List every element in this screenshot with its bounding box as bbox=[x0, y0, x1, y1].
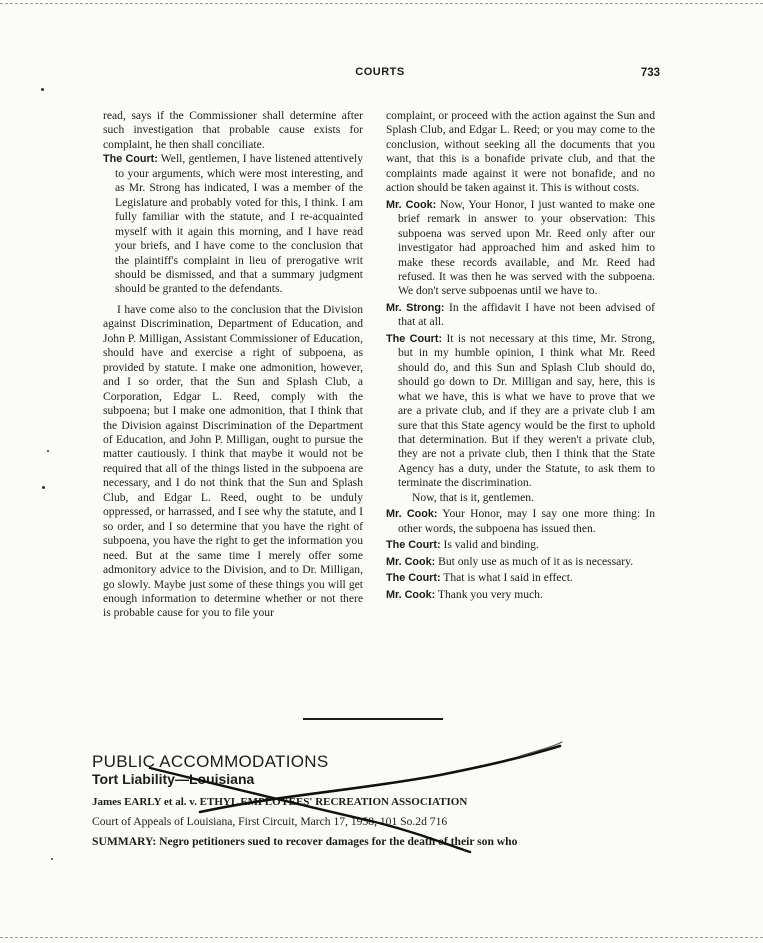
speaker-label: The Court: bbox=[386, 332, 443, 345]
paragraph-text: Now, that is it, gentlemen. bbox=[412, 490, 534, 504]
summary-label: SUMMARY: bbox=[92, 835, 157, 848]
scan-speck bbox=[41, 88, 44, 91]
section-divider bbox=[303, 718, 443, 720]
summary-text: Negro petitioners sued to recover damages for the death of their son who bbox=[159, 835, 518, 848]
case-citation: Court of Appeals of Louisiana, First Circuit, March 17, 1958, 101 So.2d 716 bbox=[92, 815, 448, 828]
speaker-label: Mr. Cook: bbox=[386, 555, 436, 568]
speaker-label: Mr. Cook: bbox=[386, 588, 436, 601]
right-column bbox=[386, 109, 655, 602]
paragraph bbox=[103, 109, 363, 152]
speaker-label: The Court: bbox=[103, 153, 158, 166]
speaker-paragraph bbox=[386, 507, 655, 536]
paragraph-text: Well, gentlemen, I have listened attentively to your arguments, which were most interesting, and as Mr. Strong has indicated, I was a member of the Legislature and probably voted for this, I think. I am fully familiar with the statute, and I re-acquainted myself with it again this morning, and I have read your briefs, and I have come to the conclusion that the plaintiff's complaint in lieu of prerogative writ should be dismissed, and that a summary judgment should be granted to the defendants. bbox=[115, 152, 364, 296]
case-summary bbox=[92, 835, 692, 849]
scan-speck bbox=[47, 450, 49, 452]
speaker-paragraph bbox=[103, 152, 363, 297]
case-subtopic: Tort Liability—Louisiana bbox=[92, 771, 255, 787]
paragraph-text: read, says if the Commissioner shall determine after such investigation that probable cause exists for complaint, he then shall conciliate. bbox=[103, 109, 363, 151]
caption-plaintiffs: James EARLY et al. bbox=[92, 796, 187, 808]
paragraph-text: Thank you very much. bbox=[437, 587, 543, 601]
caption-versus: v. bbox=[189, 796, 197, 808]
bottom-scan-edge bbox=[0, 937, 763, 938]
top-scan-edge bbox=[0, 3, 763, 4]
paragraph-text: Is valid and binding. bbox=[443, 538, 539, 552]
paragraph-text: But only use as much of it as is necessary. bbox=[438, 554, 634, 568]
speaker-label: Mr. Strong: bbox=[386, 301, 445, 314]
page-number: 733 bbox=[640, 67, 660, 79]
speaker-paragraph bbox=[386, 571, 655, 585]
scan-speck bbox=[51, 858, 53, 860]
paragraph-text: It is not necessary at this time, Mr. Strong, but in my humble opinion, I think what Mr. Reed should do, and this Sun and Splash Club should do, should go down to Dr. Milligan and say, here, this is what we have, this is what we have to prove that we are a private club, and if they are a private club I am sure that this State agency would be the first to uphold that determination. But if they weren't a private club, they are not a private club, then I think that the State Agency has a duty, under the Statute, to ask them to terminate the discrimination. bbox=[398, 331, 655, 490]
speaker-label: Mr. Cook: bbox=[386, 508, 438, 521]
speaker-paragraph bbox=[386, 588, 655, 602]
paragraph-text: That is what I said in effect. bbox=[443, 571, 573, 585]
speaker-paragraph bbox=[386, 555, 655, 569]
paragraph-text: In the affidavit I have not been advised of that at all. bbox=[398, 300, 655, 329]
speaker-label: The Court: bbox=[386, 539, 441, 552]
caption-defendants: ETHYL EMPLOYEES' RECREATION ASSOCIATION bbox=[199, 796, 468, 808]
paragraph-text: Now, Your Honor, I just wanted to make one brief remark in answer to your observation: This subpoena was served upon Mr. Reed only after our investigator had approached him and asked him to make these records available, and Mr. Reed had refused. It was then he was served with the subpoena. We don't serve subpoenas until we have to. bbox=[398, 197, 656, 298]
paragraph bbox=[103, 303, 363, 621]
scan-speck bbox=[42, 486, 45, 489]
speaker-label: Mr. Cook: bbox=[386, 198, 437, 211]
speaker-paragraph bbox=[386, 301, 655, 330]
left-column bbox=[103, 109, 363, 621]
running-head: COURTS bbox=[355, 66, 405, 78]
speaker-label: The Court: bbox=[386, 572, 441, 585]
speaker-paragraph bbox=[386, 538, 655, 552]
case-topic: PUBLIC ACCOMMODATIONS bbox=[92, 752, 329, 771]
speaker-paragraph bbox=[386, 332, 655, 491]
case-caption bbox=[92, 796, 692, 809]
paragraph bbox=[386, 491, 655, 505]
case-heading bbox=[92, 752, 692, 849]
paragraph-text: I have come also to the conclusion that the Division against Discrimination, Department of Education, and John P. Milligan, Assistant Commissioner of Education, should have and exercise a right of subpoena, as provided by statute. I make one admonition, however, and I so order, that the Sun and Splash Club, a Corporation, Edgar L. Reed, comply with the subpoena; but I make one admonition, that I think that the Division against Discrimination of the Department of Education, and John P. Milligan, ought to pursue the matter cautiously. I think that maybe it would not be required that all of the things listed in the subpoena are necessary, and I do not think that the Sun and Splash Club, and Edgar L. Reed, ought to be unduly oppressed, or harrassed, and I see why the statute, and I so order, and I so determine that you have the right of subpoena, you have the right to get the information you need. But at the same time I merely offer some admonitory advice to the Division, and to Dr. Milligan, go slowly. Maybe just some of these things you will get enough information to determine whether or not there is probable cause for you to file your bbox=[103, 302, 363, 620]
speaker-paragraph bbox=[386, 198, 655, 299]
paragraph-text: complaint, or proceed with the action against the Sun and Splash Club, and Edgar L. Reed; or you may come to the conclusion, without seeking all the documents that you want, that this is a bonafide private club, and that the complaints made against it were not bonafide, and no action should be taken against it. This is without costs. bbox=[386, 109, 655, 195]
paragraph-text: Your Honor, may I say one more thing: In other words, the subpoena has issued then. bbox=[398, 507, 656, 535]
paragraph bbox=[386, 109, 655, 196]
